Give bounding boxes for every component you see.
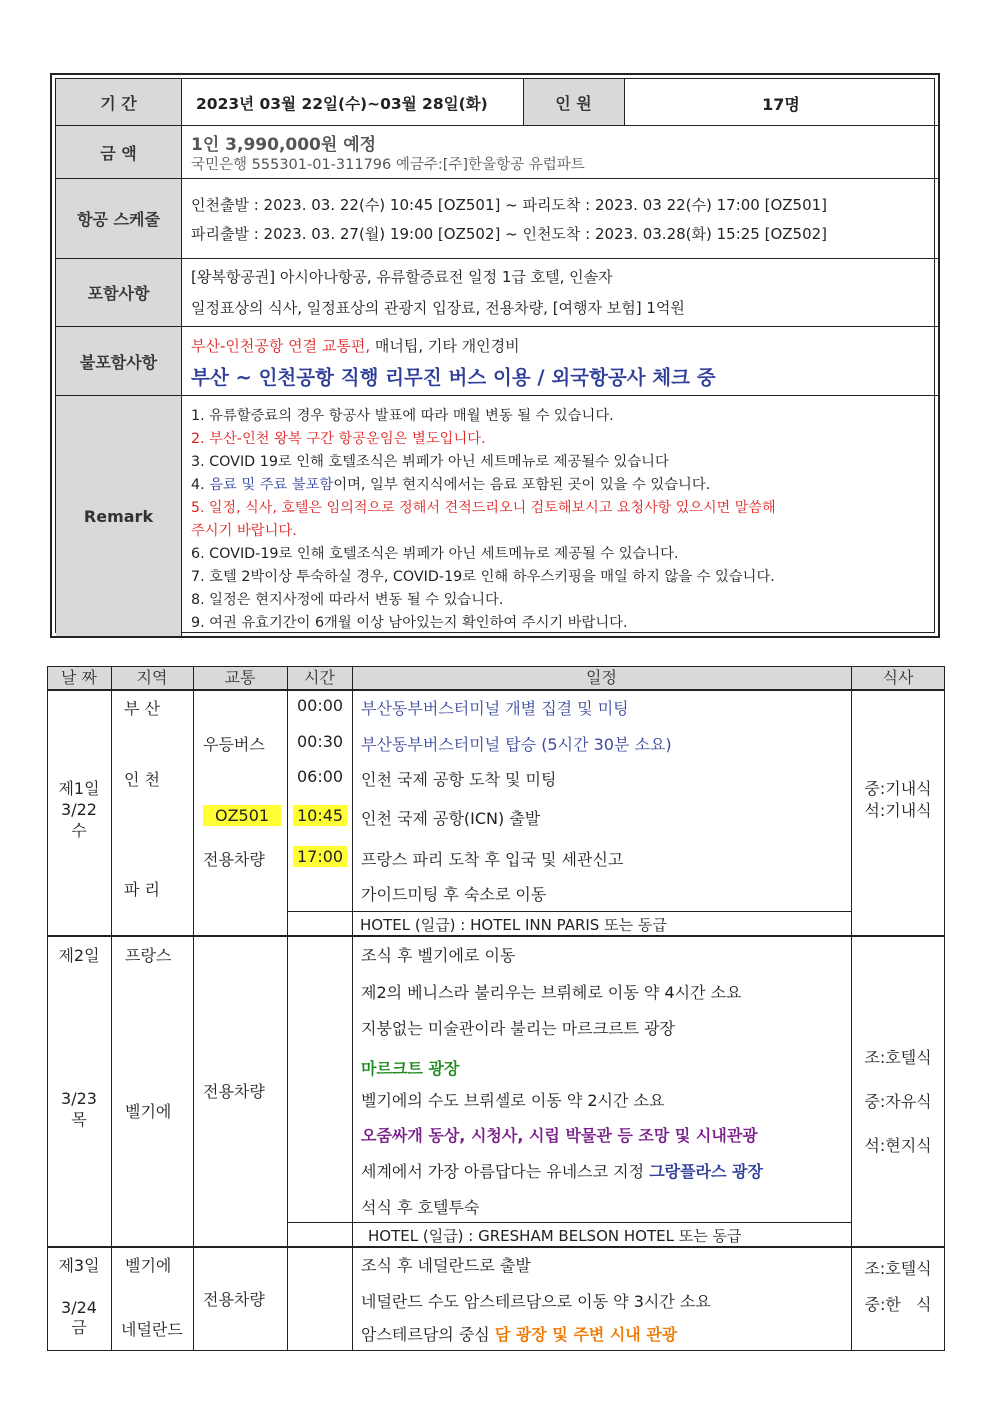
exclude-rest-text: 매너팁, 기타 개인경비: [370, 337, 520, 355]
divider: [851, 666, 852, 1351]
day1-time-4: [293, 806, 347, 825]
day3-item-3-text: 암스테르담의 중심: [361, 1325, 495, 1344]
day3-date: 3/24: [61, 1298, 97, 1317]
people-value: 17명: [762, 95, 800, 114]
time-highlight: 10:45: [293, 805, 347, 826]
day1-meal-dinner: 석:기내식: [864, 801, 932, 820]
day2-transport: 전용차량: [203, 1082, 265, 1101]
remark-2: 2. 부산-인천 왕복 구간 항공운임은 별도입니다.: [191, 431, 486, 447]
divider: [944, 666, 945, 1351]
day2-item-1: 조식 후 벨기에로 이동: [361, 946, 516, 965]
divider: [56, 125, 938, 126]
include-line-1: [왕복항공권] 아시아나항공, 유류할증료전 일정 1급 호텔, 인솔자: [191, 268, 613, 286]
remark-4-prefix: 4.: [191, 477, 210, 493]
period-value: 2023년 03월 22일(수)~03월 28일(화): [196, 95, 488, 113]
day1-transport-bus: 우등버스: [203, 735, 265, 754]
remark-7: 7. 호텔 2박이상 투숙하실 경우, COVID-19로 인해 하우스키핑을 매일 하지 않을 수 있습니다.: [191, 569, 775, 585]
day2-item-8: 석식 후 호텔투숙: [361, 1198, 480, 1217]
header-region: 지역: [111, 666, 193, 689]
day1-item-6: 가이드미팅 후 숙소로 이동: [361, 885, 547, 904]
day2-item-7-bold: 그랑플라스 광장: [649, 1162, 763, 1181]
divider: [287, 911, 851, 912]
divider: [523, 79, 524, 125]
day2-item-5: 벨기에의 수도 브뤼셀로 이동 약 2시간 소요: [361, 1091, 665, 1110]
day3-meal-lunch: 중:한 식: [864, 1295, 932, 1314]
day3-item-3-bold: 담 광장 및 주변 시내 관광: [494, 1325, 678, 1344]
trip-summary-table: [50, 73, 940, 638]
flight-line-2: 파리출발 : 2023. 03. 27(월) 19:00 [OZ502] ~ 인천도착 : 2023. 03.28(화) 15:25 [OZ502]: [191, 225, 828, 243]
remark-5-line-2: 주시기 바랍니다.: [191, 523, 297, 539]
divider: [287, 666, 288, 1351]
itinerary-table: [47, 666, 945, 1351]
period-label: 기 간: [56, 79, 181, 125]
day1-item-5: 프랑스 파리 도착 후 입국 및 세관신고: [361, 850, 624, 869]
day1-label: 제1일: [58, 779, 100, 798]
time-highlight: 17:00: [293, 846, 347, 867]
day2-meal-breakfast: 조:호텔식: [864, 1048, 932, 1067]
day2-item-6: 오줌싸개 동상, 시청사, 시립 박물관 등 조망 및 시내관광: [361, 1126, 758, 1145]
divider: [47, 666, 945, 667]
day1-date: 3/22: [61, 800, 97, 819]
day2-date: 3/23: [61, 1089, 97, 1108]
divider: [47, 1246, 945, 1248]
day2-item-2: 제2의 베니스라 불리우는 브뤼헤로 이동 약 4시간 소요: [361, 983, 742, 1002]
day2-item-7-text: 세계에서 가장 아름답다는 유네스코 지정: [361, 1162, 650, 1181]
day1-region-busan: 부 산: [124, 699, 160, 718]
header-schedule: 일정: [352, 666, 851, 689]
day1-time-3: 06:00: [297, 767, 344, 786]
people-label: 인 원: [523, 79, 624, 125]
divider: [193, 666, 194, 1351]
flight-code-highlight: OZ501: [203, 805, 281, 826]
day2-item-7: [361, 1159, 763, 1182]
include-line-2: 일정표상의 식사, 일정표상의 관광지 입장료, 전용차량, [여행자 보험] 1억원: [191, 299, 685, 317]
summary-inner-border: [55, 78, 935, 633]
divider: [111, 666, 112, 1351]
exclude-bold-line: 부산 ~ 인천공항 직행 리무진 버스 이용 / 외국항공사 체크 중: [191, 366, 716, 389]
day3-meal-breakfast: 조:호텔식: [864, 1259, 932, 1278]
remark-6: 6. COVID-19로 인해 호텔조식은 뷔페가 아닌 세트메뉴로 제공될 수 있습니다.: [191, 546, 679, 562]
day3-weekday: 금: [71, 1318, 87, 1337]
divider: [352, 666, 353, 1351]
day2-label: 제2일: [58, 946, 100, 965]
day1-transport-car: 전용차량: [203, 850, 265, 869]
bank-info: 국민은행 555301-01-311796 예금주:[주]한울항공 유럽파트: [191, 157, 585, 173]
remark-4: [191, 474, 710, 494]
header-meal: 식사: [851, 666, 945, 689]
remark-4-blue: 음료 및 주료 불포함: [209, 477, 334, 493]
day2-item-4: 마르크트 광장: [361, 1059, 460, 1078]
price-label: 금 액: [56, 126, 181, 178]
price-value: 1인 3,990,000원 예정: [191, 135, 377, 155]
day3-item-3: [361, 1322, 677, 1345]
day1-item-1: 부산동부버스터미널 개별 집결 및 미팅: [361, 699, 629, 718]
day1-meals: [851, 778, 945, 822]
divider: [56, 326, 938, 327]
remark-9: 9. 여권 유효기간이 6개월 이상 남아있는지 확인하여 주시기 바랍니다.: [191, 615, 628, 631]
header-transport: 교통: [193, 666, 287, 689]
divider: [47, 935, 945, 937]
day1-region-paris: 파 리: [124, 880, 160, 899]
divider: [47, 666, 48, 1351]
divider: [56, 258, 938, 259]
divider: [47, 1350, 945, 1351]
exclude-line-1: [191, 335, 520, 356]
day1-date-cell: [47, 778, 111, 841]
day2-meal-dinner: 석:현지식: [864, 1136, 932, 1155]
day2-weekday: 목: [71, 1110, 87, 1129]
day3-item-2: 네덜란드 수도 암스테르담으로 이동 약 3시간 소요: [361, 1292, 711, 1311]
divider: [47, 689, 945, 691]
flight-label: 항공 스케줄: [56, 179, 181, 258]
header-time: 시간: [287, 666, 352, 689]
day3-transport: 전용차량: [203, 1290, 265, 1309]
day3-region-belgium: 벨기에: [125, 1256, 172, 1275]
flight-line-1: 인천출발 : 2023. 03. 22(수) 10:45 [OZ501] ~ 파리도착 : 2023. 03 22(수) 17:00 [OZ501]: [191, 196, 828, 214]
day1-item-3: 인천 국제 공항 도착 및 미팅: [361, 770, 557, 789]
day1-time-5: [293, 847, 347, 866]
exclude-red-text: 부산-인천공항 연결 교통편,: [191, 337, 371, 355]
day1-hotel: HOTEL (일급) : HOTEL INN PARIS 또는 동급: [360, 916, 667, 934]
day3-label: 제3일: [58, 1256, 100, 1275]
divider: [181, 79, 182, 636]
day1-transport-flight: [203, 806, 281, 825]
day1-item-2: 부산동부버스터미널 탑승 (5시간 30분 소요): [361, 735, 672, 754]
day1-time-1: 00:00: [297, 696, 344, 715]
day2-hotel: HOTEL (일급) : GRESHAM BELSON HOTEL 또는 동급: [368, 1227, 742, 1245]
day2-meals: [851, 1036, 945, 1168]
include-label: 포함사항: [56, 259, 181, 326]
day3-item-1: 조식 후 네덜란드로 출발: [361, 1256, 531, 1275]
divider: [56, 178, 938, 179]
divider: [287, 1222, 851, 1223]
remark-3: 3. COVID 19로 인해 호텔조식은 뷔페가 아닌 세트메뉴로 제공될수 있습니다: [191, 454, 669, 470]
day1-time-2: 00:30: [297, 732, 344, 751]
remark-8: 8. 일정은 현지사정에 따라서 변동 될 수 있습니다.: [191, 592, 504, 608]
remark-4-rest: 이며, 일부 현지식에서는 음료 포함된 곳이 있을 수 있습니다.: [333, 477, 711, 493]
divider: [56, 395, 938, 396]
exclude-label: 불포함사항: [56, 327, 181, 395]
day2-meal-lunch: 중:자유식: [864, 1092, 932, 1111]
remark-5-line-1: 5. 일정, 식사, 호텔은 임의적으로 정해서 견적드리오니 검토해보시고 요청사항 있으시면 말씀해: [191, 500, 776, 516]
day3-date-cell: [47, 1298, 111, 1338]
day1-weekday: 수: [71, 821, 87, 840]
remark-1: 1. 유류할증료의 경우 항공사 발표에 따라 매월 변동 될 수 있습니다.: [191, 408, 614, 424]
day3-region-netherlands: 네덜란드: [121, 1320, 183, 1339]
day3-meals: [851, 1251, 945, 1323]
day1-item-4: 인천 국제 공항(ICN) 출발: [361, 809, 541, 828]
day2-region-france: 프랑스: [125, 946, 172, 965]
day1-meal-lunch: 중:기내식: [864, 779, 932, 798]
header-date: 날 짜: [47, 666, 111, 689]
remark-label: Remark: [56, 396, 181, 636]
day1-region-incheon: 인 천: [124, 770, 160, 789]
day2-region-belgium: 벨기에: [125, 1102, 172, 1121]
day2-date-cell: [47, 1088, 111, 1130]
day2-item-3: 지붕없는 미술관이라 불리는 마르크르트 광장: [361, 1019, 676, 1038]
